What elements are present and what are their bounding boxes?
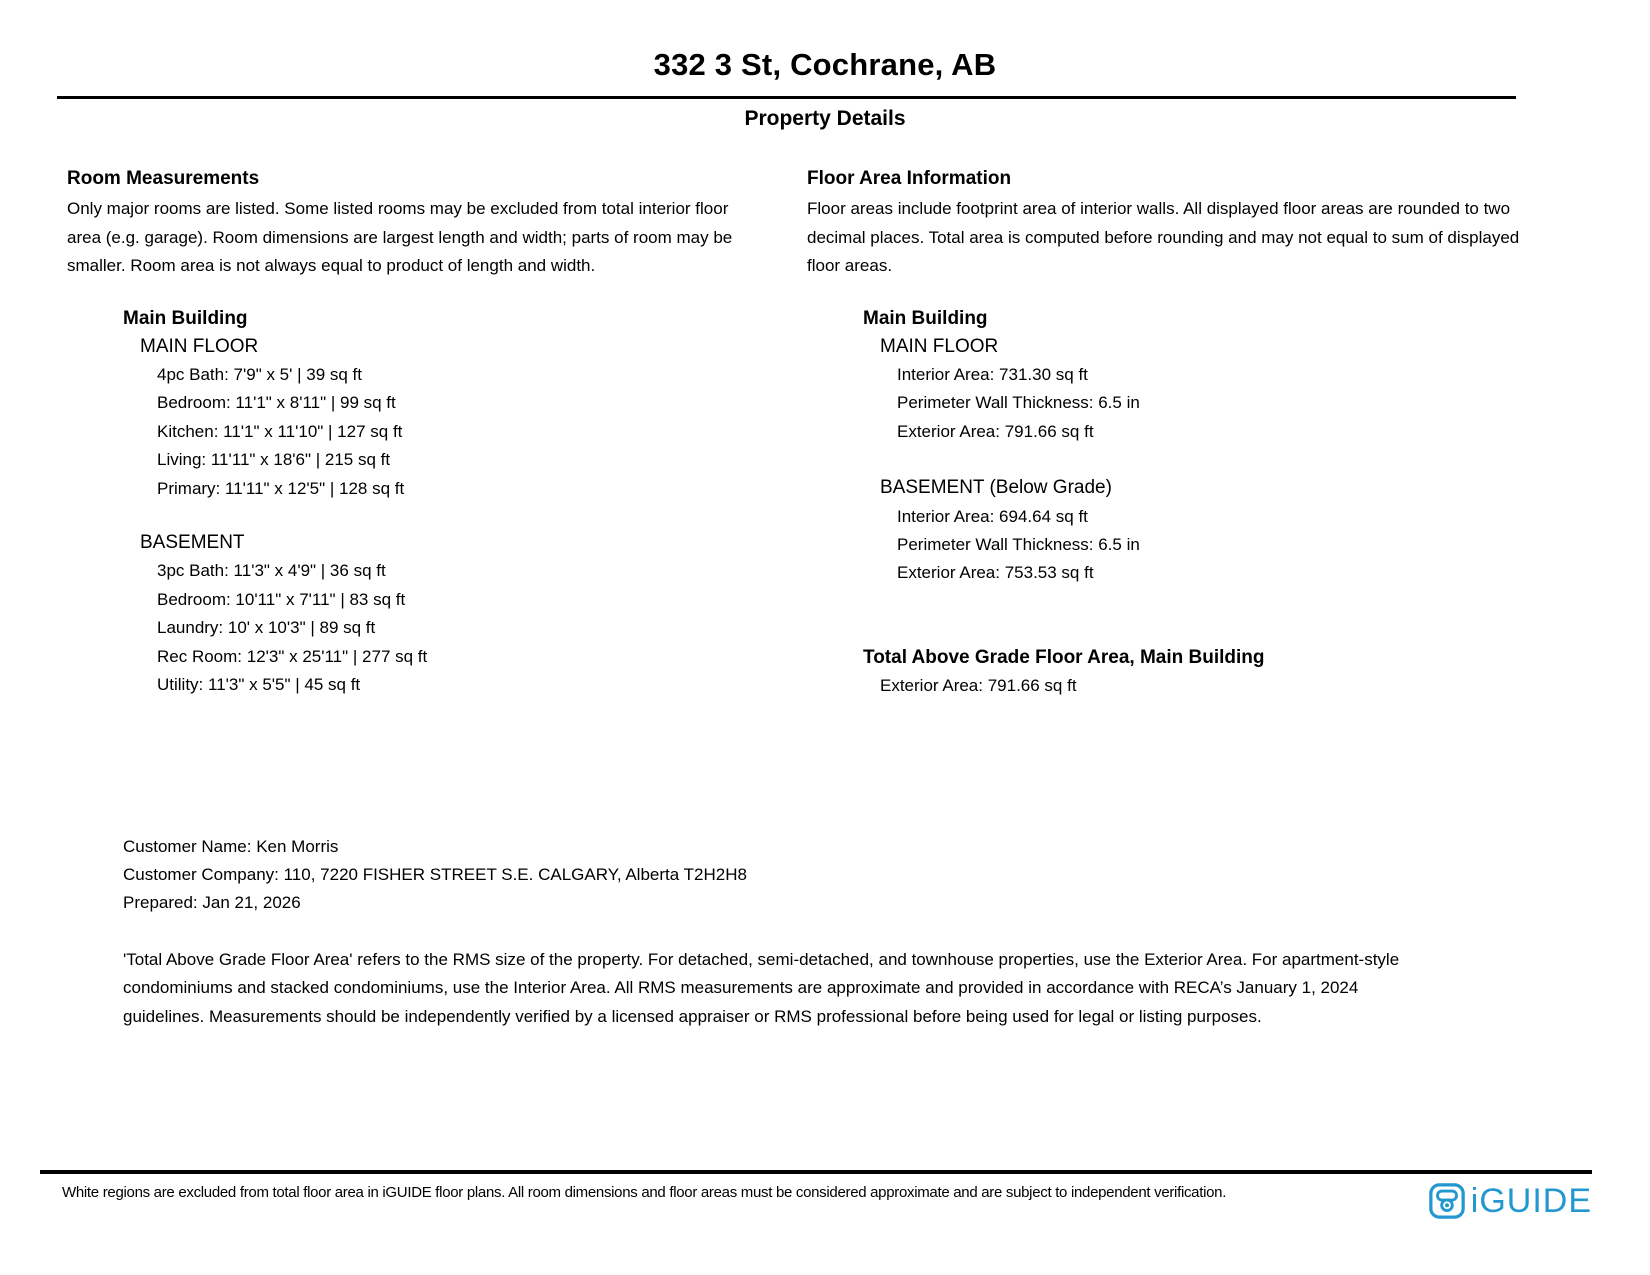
main-floor-areas	[880, 333, 1530, 447]
area-stat: Interior Area: 731.30 sq ft	[897, 364, 1088, 384]
prepared-date-line: Prepared: Jan 21, 2026	[123, 893, 301, 913]
customer-company-line: Customer Company: 110, 7220 FISHER STREET S.E. CALGARY, Alberta T2H2H8	[123, 864, 747, 884]
title-divider	[57, 96, 1516, 99]
room-measurements-heading: Room Measurements	[67, 168, 260, 189]
floor-name: MAIN FLOOR	[140, 335, 259, 357]
room-line: 4pc Bath: 7'9" x 5' | 39 sq ft	[157, 364, 363, 384]
room-measurements-section	[67, 165, 807, 701]
floor-name: BASEMENT (Below Grade)	[880, 477, 1112, 499]
room-line: Utility: 11'3" x 5'5" | 45 sq ft	[157, 674, 361, 694]
room-line: Kitchen: 11'1" x 11'10" | 127 sq ft	[157, 421, 403, 441]
floor-name: BASEMENT	[140, 531, 245, 553]
customer-info	[123, 833, 1650, 918]
room-line: Laundry: 10' x 10'3" | 89 sq ft	[157, 618, 376, 638]
room-measurements-main-building	[123, 305, 807, 700]
basement-areas	[880, 474, 1530, 588]
floor-name: MAIN FLOOR	[880, 335, 999, 357]
floor-area-main-building	[863, 305, 1530, 588]
area-stat: Perimeter Wall Thickness: 6.5 in	[897, 393, 1140, 413]
iguide-logo-text: iGUIDE	[1470, 1182, 1592, 1220]
page-header	[0, 0, 1650, 132]
room-line: Primary: 11'11" x 12'5" | 128 sq ft	[157, 478, 405, 498]
page-footer	[40, 1170, 1592, 1220]
iguide-logo	[1428, 1182, 1592, 1220]
area-stat: Perimeter Wall Thickness: 6.5 in	[897, 534, 1140, 554]
building-name: Main Building	[123, 307, 248, 329]
iguide-camera-icon	[1428, 1182, 1466, 1220]
room-line: Rec Room: 12'3" x 25'11" | 277 sq ft	[157, 646, 428, 666]
footer-disclaimer: White regions are excluded from total floor area in iGUIDE floor plans. All room dimensions and floor areas must be considered approximate and are subject to independent verification.	[62, 1184, 1227, 1201]
floor-area-heading: Floor Area Information	[807, 168, 1012, 189]
floor-area-description: Floor areas include footprint area of interior walls. All displayed floor areas are rounded to two decimal places. Total area is computed before rounding and may not equal to sum of displayed floor areas.	[807, 199, 1520, 275]
room-line: Bedroom: 10'11" x 7'11" | 83 sq ft	[157, 589, 406, 609]
basement-rooms	[140, 529, 807, 699]
main-floor-rooms	[140, 333, 807, 503]
customer-name-line: Customer Name: Ken Morris	[123, 836, 339, 856]
building-name: Main Building	[863, 307, 988, 329]
page-subtitle: Property Details	[744, 107, 906, 130]
room-line: Living: 11'11" x 18'6" | 215 sq ft	[157, 450, 391, 470]
area-stat: Exterior Area: 791.66 sq ft	[897, 421, 1094, 441]
area-stat: Exterior Area: 753.53 sq ft	[897, 563, 1094, 583]
rms-disclaimer-note: 'Total Above Grade Floor Area' refers to the RMS size of the property. For detached, semi-detached, and townhouse properties, use the Exterior Area. For apartment-style condominiums and stacked condominiums, use the Interior Area. All RMS measurements are approximate and provided in accordance with RECA’s January 1, 2024 guidelines. Measurements should be independently verified by a licensed appraiser or RMS professional before being used for legal or listing purposes.	[123, 949, 1400, 1026]
details-columns	[67, 165, 1530, 701]
page-title: 332 3 St, Cochrane, AB	[653, 47, 997, 82]
room-measurements-description: Only major rooms are listed. Some listed rooms may be excluded from total interior floor area (e.g. garage). Room dimensions are largest length and width; parts of room may be smaller. Room area is not always equal to product of length and width.	[67, 199, 733, 275]
total-above-grade-heading: Total Above Grade Floor Area, Main Building	[863, 646, 1265, 668]
room-line: 3pc Bath: 11'3" x 4'9" | 36 sq ft	[157, 561, 386, 581]
room-line: Bedroom: 11'1" x 8'11" | 99 sq ft	[157, 393, 396, 413]
total-above-grade-value: Exterior Area: 791.66 sq ft	[880, 676, 1077, 696]
area-stat: Interior Area: 694.64 sq ft	[897, 506, 1088, 526]
total-above-grade-block	[863, 644, 1530, 701]
floor-area-section	[807, 165, 1530, 701]
